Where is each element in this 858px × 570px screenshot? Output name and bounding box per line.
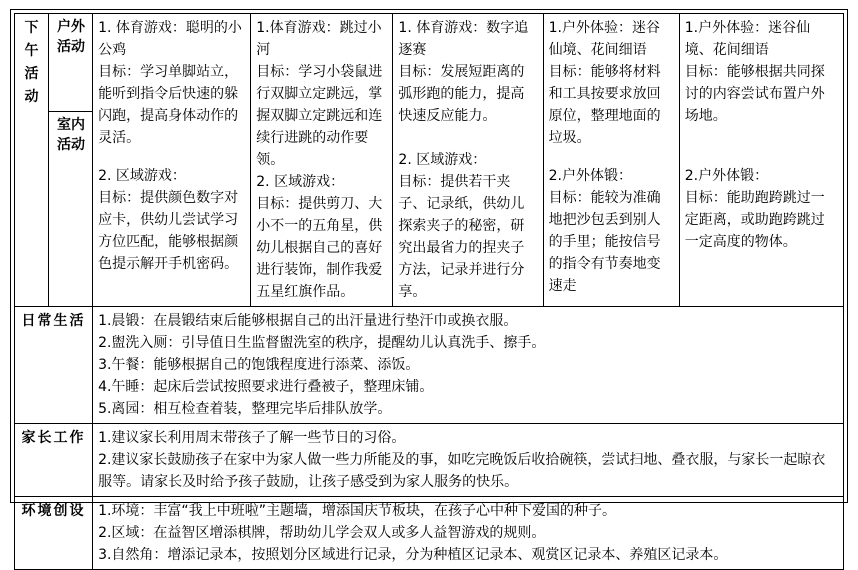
daily-label-text: 日常生活 bbox=[21, 313, 86, 329]
sub-label-outdoor bbox=[49, 14, 93, 112]
day5-activity-2 bbox=[685, 165, 838, 253]
day3-activity-1-goal: 目标：发展短距离的弧形跑的能力，提高快速反应能力。 bbox=[398, 64, 525, 124]
outdoor-label-text: 户外活动 bbox=[57, 19, 86, 55]
day4-activity-1-title: 1.户外体验：迷谷仙境、花间细语 bbox=[548, 20, 660, 58]
daily-line-4: 4.午睡：起床后尝试按照要求进行叠被子，整理床铺。 bbox=[98, 379, 434, 395]
row-label-parents bbox=[15, 424, 93, 497]
parents-label-text: 家长工作 bbox=[21, 430, 86, 446]
day2-activity-2 bbox=[256, 171, 387, 303]
day1-activity-2 bbox=[98, 165, 245, 275]
day1-activity-1-title: 1. 体育游戏：聪明的小公鸡 bbox=[98, 20, 242, 58]
day2-activity-1-title: 1.体育游戏：跳过小河 bbox=[256, 20, 382, 58]
parents-line-1: 1.建议家长利用周末带孩子了解一些节日的习俗。 bbox=[98, 430, 406, 446]
daily-life-row bbox=[15, 307, 844, 424]
parent-work-cell bbox=[93, 424, 844, 497]
daily-line-3: 3.午餐：能够根据自己的饱饿程度进行添菜、添饭。 bbox=[98, 357, 420, 373]
day2-activity-2-goal: 目标：提供剪刀、大小不一的五角星，供幼儿根据自己的喜好进行装饰，制作我爱五星红旗作品。 bbox=[256, 196, 383, 300]
daily-line-5: 5.离园：相互检查着装，整理完毕后排队放学。 bbox=[98, 401, 392, 417]
row-label-afternoon bbox=[15, 14, 49, 307]
parent-work-row bbox=[15, 424, 844, 497]
day4-activity-2-goal: 目标：能较为准确地把沙包丢到别人的手里；能按信号的指令有节奏地变速走 bbox=[548, 190, 661, 294]
day5-activity-2-title: 2.户外体锻： bbox=[684, 168, 769, 184]
environment-label-text: 环境创设 bbox=[21, 503, 86, 519]
daily-life-cell bbox=[93, 307, 844, 424]
day2-activity-1 bbox=[256, 17, 387, 171]
day4-activity-1-goal: 目标：能够将材料和工具按要求放回原位，整理地面的垃圾。 bbox=[548, 64, 661, 146]
day2-activity-2-title: 2. 区域游戏： bbox=[256, 174, 345, 190]
daily-line-2: 2.盥洗入厕：引导值日生监督盥洗室的秩序，提醒幼儿认真洗手、擦手。 bbox=[98, 335, 546, 351]
day5-activity-2-goal: 目标：能助跑跨跳过一定距离，或助跑跨跳过一定高度的物体。 bbox=[684, 190, 825, 250]
day3-activity-2 bbox=[398, 149, 537, 303]
day3-activity-2-title: 2. 区域游戏： bbox=[398, 152, 487, 168]
afternoon-day2-cell bbox=[251, 14, 393, 307]
day1-activity-2-title: 2. 区域游戏： bbox=[98, 168, 186, 184]
parents-line-2: 2.建议家长鼓励孩子在家中为家人做一些力所能及的事，如吃完晚饭后收拾碗筷，尝试扫地、叠衣服，与家长一起晾衣服等。请家长及时给予孩子鼓励，让孩子感受到为家人服务的快乐。 bbox=[98, 452, 826, 490]
day3-activity-1 bbox=[398, 17, 537, 149]
afternoon-day1-cell bbox=[93, 14, 251, 307]
day1-activity-1 bbox=[98, 17, 245, 165]
day3-activity-1-title: 1. 体育游戏：数字追逐赛 bbox=[398, 20, 529, 58]
day1-activity-2-goal: 目标：提供颜色数字对应卡，供幼儿尝试学习方位匹配，能够根据颜色提示解开手机密码。 bbox=[98, 190, 239, 272]
weekly-plan-table bbox=[14, 13, 844, 570]
sub-label-indoor bbox=[49, 112, 93, 307]
daily-line-1: 1.晨锻：在晨锻结束后能够根据自己的出汗量进行垫汗巾或换衣服。 bbox=[98, 313, 518, 329]
environment-row bbox=[15, 497, 844, 570]
day2-activity-1-goal: 目标：学习小袋鼠进行双脚立定跳远，掌握双脚立定跳远和连续行进跳的动作要领。 bbox=[256, 64, 383, 168]
afternoon-day4-cell bbox=[543, 14, 679, 307]
afternoon-row-outdoor bbox=[15, 14, 844, 112]
environment-cell bbox=[93, 497, 844, 570]
document-frame bbox=[10, 9, 848, 563]
day5-activity-1-title: 1.户外体验：迷谷仙境、花间细语 bbox=[684, 20, 811, 58]
row-label-environment bbox=[15, 497, 93, 570]
day5-activity-1-goal: 目标：能够根据共同探讨的内容尝试布置户外场地。 bbox=[684, 64, 825, 124]
environment-line-3: 3.自然角：增添记录本，按照划分区域进行记录，分为种植区记录本、观赏区记录本、养殖区记录本。 bbox=[98, 547, 728, 563]
row-label-daily bbox=[15, 307, 93, 424]
afternoon-day3-cell bbox=[393, 14, 543, 307]
day4-activity-2 bbox=[549, 165, 674, 297]
indoor-label-text: 室内活动 bbox=[57, 117, 86, 154]
day5-activity-1 bbox=[685, 17, 838, 165]
day1-activity-1-goal: 目标：学习单脚站立，能听到指令后快速的躲闪跑，提高身体动作的灵活。 bbox=[98, 64, 239, 146]
afternoon-day5-cell bbox=[679, 14, 843, 307]
day4-activity-1 bbox=[549, 17, 674, 165]
day4-activity-2-title: 2.户外体锻： bbox=[548, 168, 632, 184]
environment-line-2: 2.区域：在益智区增添棋牌，帮助幼儿学会双人或多人益智游戏的规则。 bbox=[98, 525, 546, 541]
environment-line-1: 1.环境：丰富“我上中班啦”主题墙，增添国庆节板块，在孩子心中种下爱国的种子。 bbox=[98, 503, 616, 519]
day3-activity-2-goal: 目标：提供若干夹子、记录纸，供幼儿探索夹子的秘密，研究出最省力的捏夹子方法，记录并进行分享。 bbox=[398, 174, 525, 300]
afternoon-label-text: 下午活动 bbox=[24, 20, 39, 105]
